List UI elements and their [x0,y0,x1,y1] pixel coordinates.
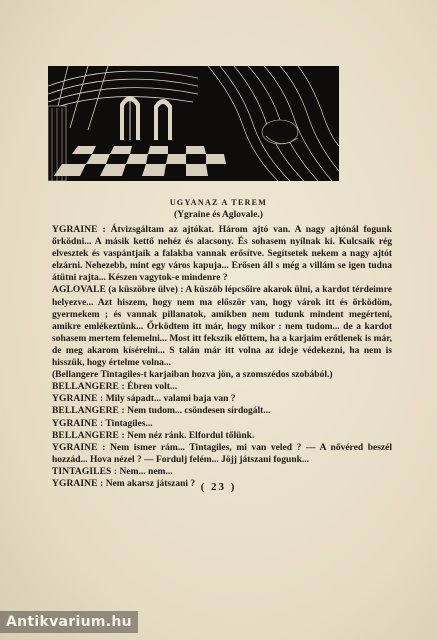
dialogue-paragraph [52,466,392,478]
dialogue-paragraph [52,430,392,442]
speech: Nem tudom... csöndesen sírdogált... [124,406,271,417]
speaker-name: BELLANGERE : [52,430,125,441]
speech: Nem ismer rám... Tintagiles, mi van veled ? — A nővéred beszél hozzád... Hova nézel ? — Fordulj felém... Jöjj játszani fogunk... [52,442,392,465]
dialogue-paragraph [52,405,392,417]
speech: (a küszöbre ülve) : A küszöb lépcsőire akarok ülni, a kardot térdeimre helyezve... Azt hiszem, hogy nem ma először van, hogy várok itt és őrködöm, gyermekem ; és vannak pillanatok, amikben nem tudunk mindent megérteni, amikre emlékeztünk... Őrködtem itt már, hogy mikor : nem tudom... de a kardot sohasem mertem felemelni... Most itt fekszik előttem, ha a karjaim erőtlenek is már, de meg akarom kísérelni... S talán már itt volna az ideje védekezni, ha nem is hisszük, hogy értelme volna... [52,285,392,369]
speaker-name: YGRAINE : [52,394,104,405]
speaker-name: AGLOVALE [52,285,106,296]
page-number: ( 23 ) [200,481,237,493]
scene-characters: (Ygraine és Aglovale.) [174,210,263,220]
speech: Nem akarsz játszani ? [103,478,196,489]
dialogue-paragraph [52,418,392,430]
site-watermark: Antikvarium.hu [0,611,138,633]
stage-direction-text: (Bellangere Tintagiles-t karjaiban hozva jön, a szomszédos szobából.) [52,370,333,381]
woodcut-illustration [48,66,339,181]
dialogue-paragraph [52,393,392,405]
speech: Mily sápadt... valami baja van ? [103,394,236,405]
speech: Tintagiles... [103,418,153,429]
speaker-name: BELLANGERE : [52,382,125,393]
speech: Ébren volt... [124,382,178,393]
speaker-name: TINTAGILES : [52,466,118,477]
speaker-name: YGRAINE : [52,478,104,489]
dialogue-paragraph [52,284,392,369]
scene-heading: UGYANAZ A TEREM [169,198,268,207]
stage-direction [52,369,392,381]
dialogue-paragraph [52,442,392,466]
dialogue-paragraph [52,381,392,393]
speech: Nem néz ránk. Elfordul tőlünk. [124,430,255,441]
speaker-name: YGRAINE : [52,442,106,453]
dialogue-text [52,224,392,490]
speech: Nem... nem... [117,466,173,477]
speech: Átvizsgáltam az ajtókat. Három ajtó van. A nagy ajtónál fogunk őrködni... A másik kettő nehéz és alacsony. És sohasem nyílnak ki. Kulcsaik rég elvesztek és vaspántjaik a falakba vannak erősítve. Segítsetek nekem a nagy ajtót elzárni. Nehezebb, mint egy város kapuja... Erősen áll s még a villám se igen tudna átütni rajta... Készen vagytok-e mindenre ? [52,225,392,284]
dialogue-paragraph [52,224,392,284]
speaker-name: BELLANGERE : [52,406,125,417]
speaker-name: YGRAINE : [52,418,104,429]
speaker-name: YGRAINE : [52,225,106,235]
